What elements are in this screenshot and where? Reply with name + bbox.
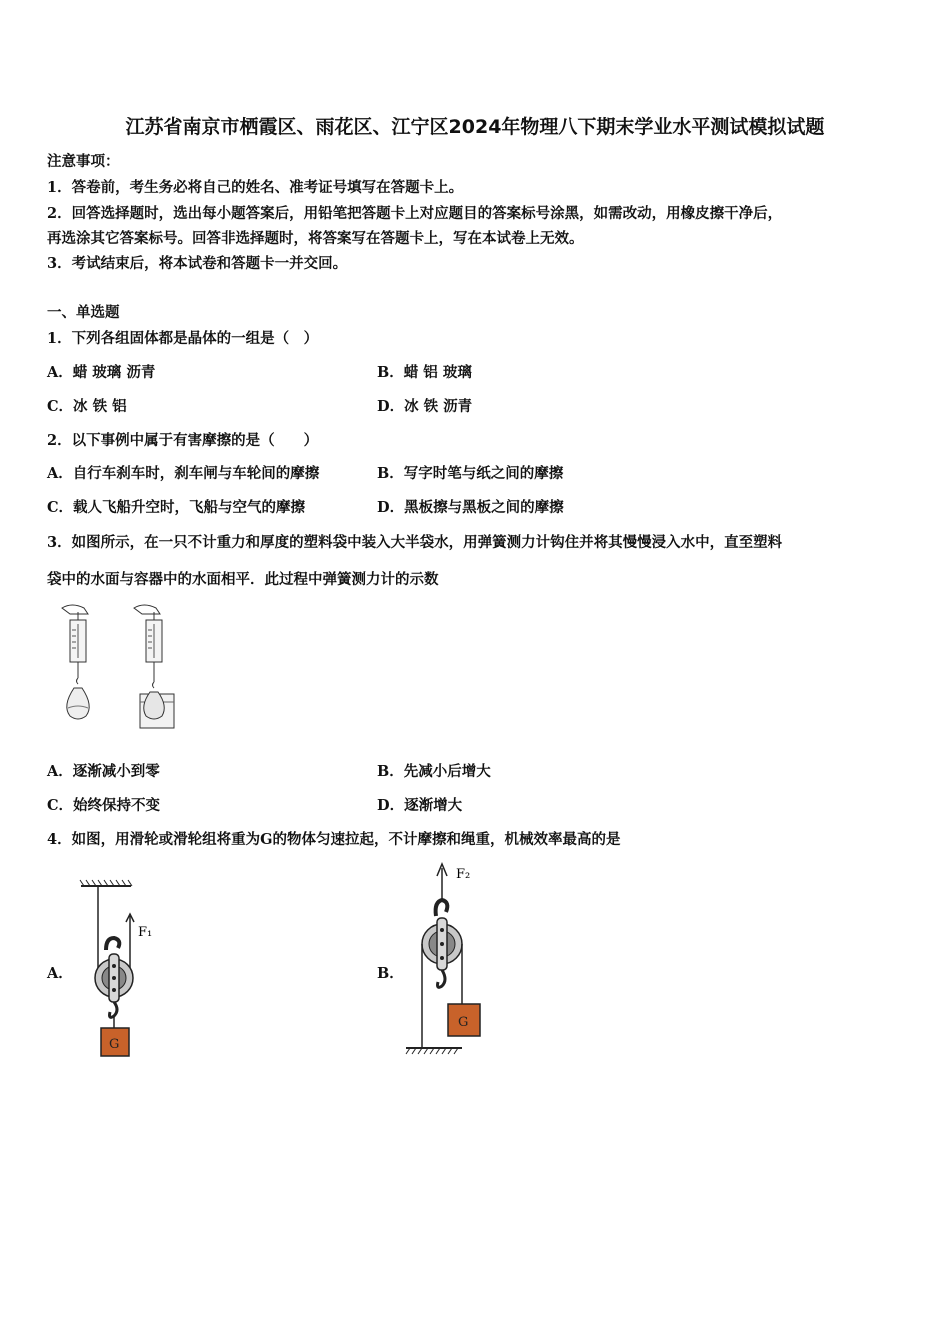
- page-title: 江苏省南京市栖霞区、雨花区、江宁区2024年物理八下期末学业水平测试模拟试题: [125, 116, 825, 138]
- option-b-label: B．: [377, 965, 404, 982]
- option-c: C．始终保持不变: [47, 797, 161, 814]
- option-d: D．黑板擦与黑板之间的摩擦: [377, 499, 564, 516]
- question-stem: 1．下列各组固体都是晶体的一组是（ ）: [47, 330, 319, 347]
- pulley-figure-a: [76, 876, 166, 1062]
- weight-label: G: [109, 1037, 120, 1052]
- pulley-figure-b: [400, 858, 510, 1058]
- option-b: B．蜡 铝 玻璃: [377, 364, 472, 381]
- notice-item: 再选涂其它答案标号。回答非选择题时，将答案写在答题卡上，写在本试卷上无效。: [47, 230, 584, 247]
- spring-scale-figure: [50, 600, 190, 732]
- option-c: C．冰 铁 铝: [47, 398, 127, 415]
- option-a-label: A．: [47, 965, 73, 982]
- option-c: C．载人飞船升空时，飞船与空气的摩擦: [47, 499, 306, 516]
- force-label-f1: F₁: [138, 925, 153, 940]
- weight-label: G: [458, 1015, 469, 1030]
- option-b: B．写字时笔与纸之间的摩擦: [377, 465, 564, 482]
- question-stem: 2．以下事例中属于有害摩擦的是（ ）: [47, 432, 319, 449]
- option-a: A．逐渐减小到零: [47, 763, 160, 780]
- question-stem: 3．如图所示，在一只不计重力和厚度的塑料袋中装入大半袋水，用弹簧测力计钩住并将其慢慢浸入水中，直至塑料: [47, 534, 783, 551]
- notice-item: 1．答卷前，考生务必将自己的姓名、准考证号填写在答题卡上。: [47, 179, 464, 196]
- notice-item: 2．回答选择题时，选出每小题答案后，用铅笔把答题卡上对应题目的答案标号涂黑，如需改动，用橡皮擦干净后，: [47, 205, 783, 222]
- option-a: A．蜡 玻璃 沥青: [47, 364, 156, 381]
- force-label-f2: F₂: [456, 867, 471, 882]
- section-heading: 一、单选题: [47, 304, 120, 321]
- question-stem: 袋中的水面与容器中的水面相平．此过程中弹簧测力计的示数: [47, 571, 439, 588]
- notice-item: 3．考试结束后，将本试卷和答题卡一并交回。: [47, 255, 348, 272]
- notice-heading: 注意事项：: [47, 153, 120, 170]
- option-d: D．逐渐增大: [377, 797, 463, 814]
- option-d: D．冰 铁 沥青: [377, 398, 473, 415]
- option-b: B．先减小后增大: [377, 763, 491, 780]
- question-stem: 4．如图，用滑轮或滑轮组将重为G的物体匀速拉起，不计摩擦和绳重，机械效率最高的是: [47, 831, 621, 848]
- option-a: A．自行车刹车时，刹车闸与车轮间的摩擦: [47, 465, 320, 482]
